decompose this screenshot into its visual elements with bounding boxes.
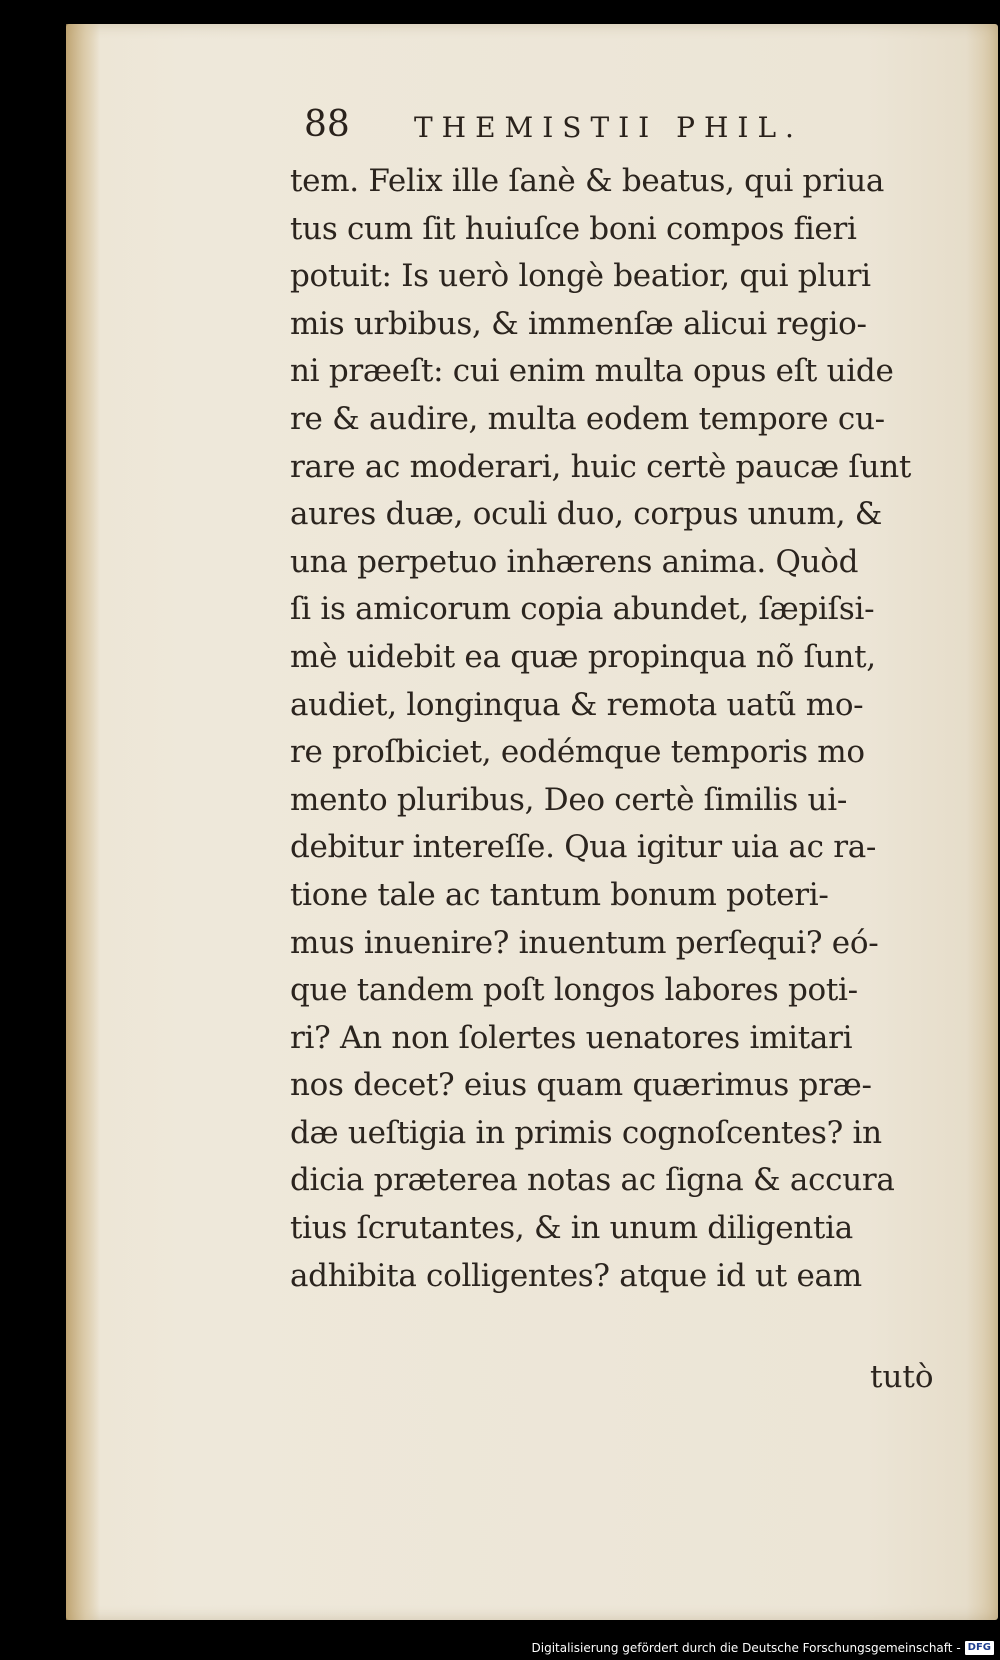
text-line: adhibita colligentes? atque id ut eam xyxy=(290,1257,862,1294)
text-line: audiet, longinqua & remota uatũ mo- xyxy=(290,686,864,723)
body-text xyxy=(290,158,965,1300)
text-line: debitur intereſſe. Qua igitur uia ac ra- xyxy=(290,829,877,866)
text-line: mento pluribus, Deo certè ſimilis ui- xyxy=(290,781,848,818)
text-line: mè uidebit ea quæ propinqua nõ ſunt, xyxy=(290,638,876,675)
text-line: dæ ueſtigia in primis cognoſcentes? in xyxy=(290,1114,882,1151)
text-line: dicia præterea notas ac ſigna & accura xyxy=(290,1162,895,1199)
text-line: mis urbibus, & immenſæ alicui regio- xyxy=(290,305,867,342)
footer-credit xyxy=(532,1638,995,1658)
page-header xyxy=(304,100,884,150)
text-line: rare ac moderari, huic certè paucæ ſunt xyxy=(290,448,912,485)
text-line: que tandem poſt longos labores poti- xyxy=(290,972,858,1009)
text-line: tus cum ſit huiuſce boni compos fieri xyxy=(290,210,857,247)
dfg-logo: DFG xyxy=(965,1641,994,1655)
text-line: una perpetuo inhærens anima. Quòd xyxy=(290,543,859,580)
text-line: tione tale ac tantum bonum poteri- xyxy=(290,876,829,913)
text-line: ni præeſt: cui enim multa opus eſt uide xyxy=(290,353,894,390)
text-line: ſi is amicorum copia abundet, ſæpiſsi- xyxy=(290,591,875,628)
running-head: THEMISTII PHIL. xyxy=(414,111,803,144)
text-line: tius ſcrutantes, & in unum diligentia xyxy=(290,1210,853,1247)
page-gutter-edge xyxy=(66,24,100,1620)
page-number: 88 xyxy=(304,104,350,145)
text-line: aures duæ, oculi duo, corpus unum, & xyxy=(290,496,883,533)
catchword: tutò xyxy=(870,1359,934,1395)
text-line: mus inuenire? inuentum perſequi? eó- xyxy=(290,924,879,961)
text-line: tem. Felix ille ſanè & beatus, qui priua xyxy=(290,163,885,199)
text-line: ri? An non ſolertes uenatores imitari xyxy=(290,1019,853,1056)
text-line: re & audire, multa eodem tempore cu- xyxy=(290,400,885,437)
text-line: nos decet? eius quam quærimus præ- xyxy=(290,1067,872,1104)
text-line: potuit: Is uerò longè beatior, qui pluri xyxy=(290,258,871,295)
footer-credit-text: Digitalisierung gefördert durch die Deutsche Forschungsgemeinschaft - xyxy=(531,1641,961,1655)
text-line: re proſbiciet, eodémque temporis mo xyxy=(290,734,865,771)
